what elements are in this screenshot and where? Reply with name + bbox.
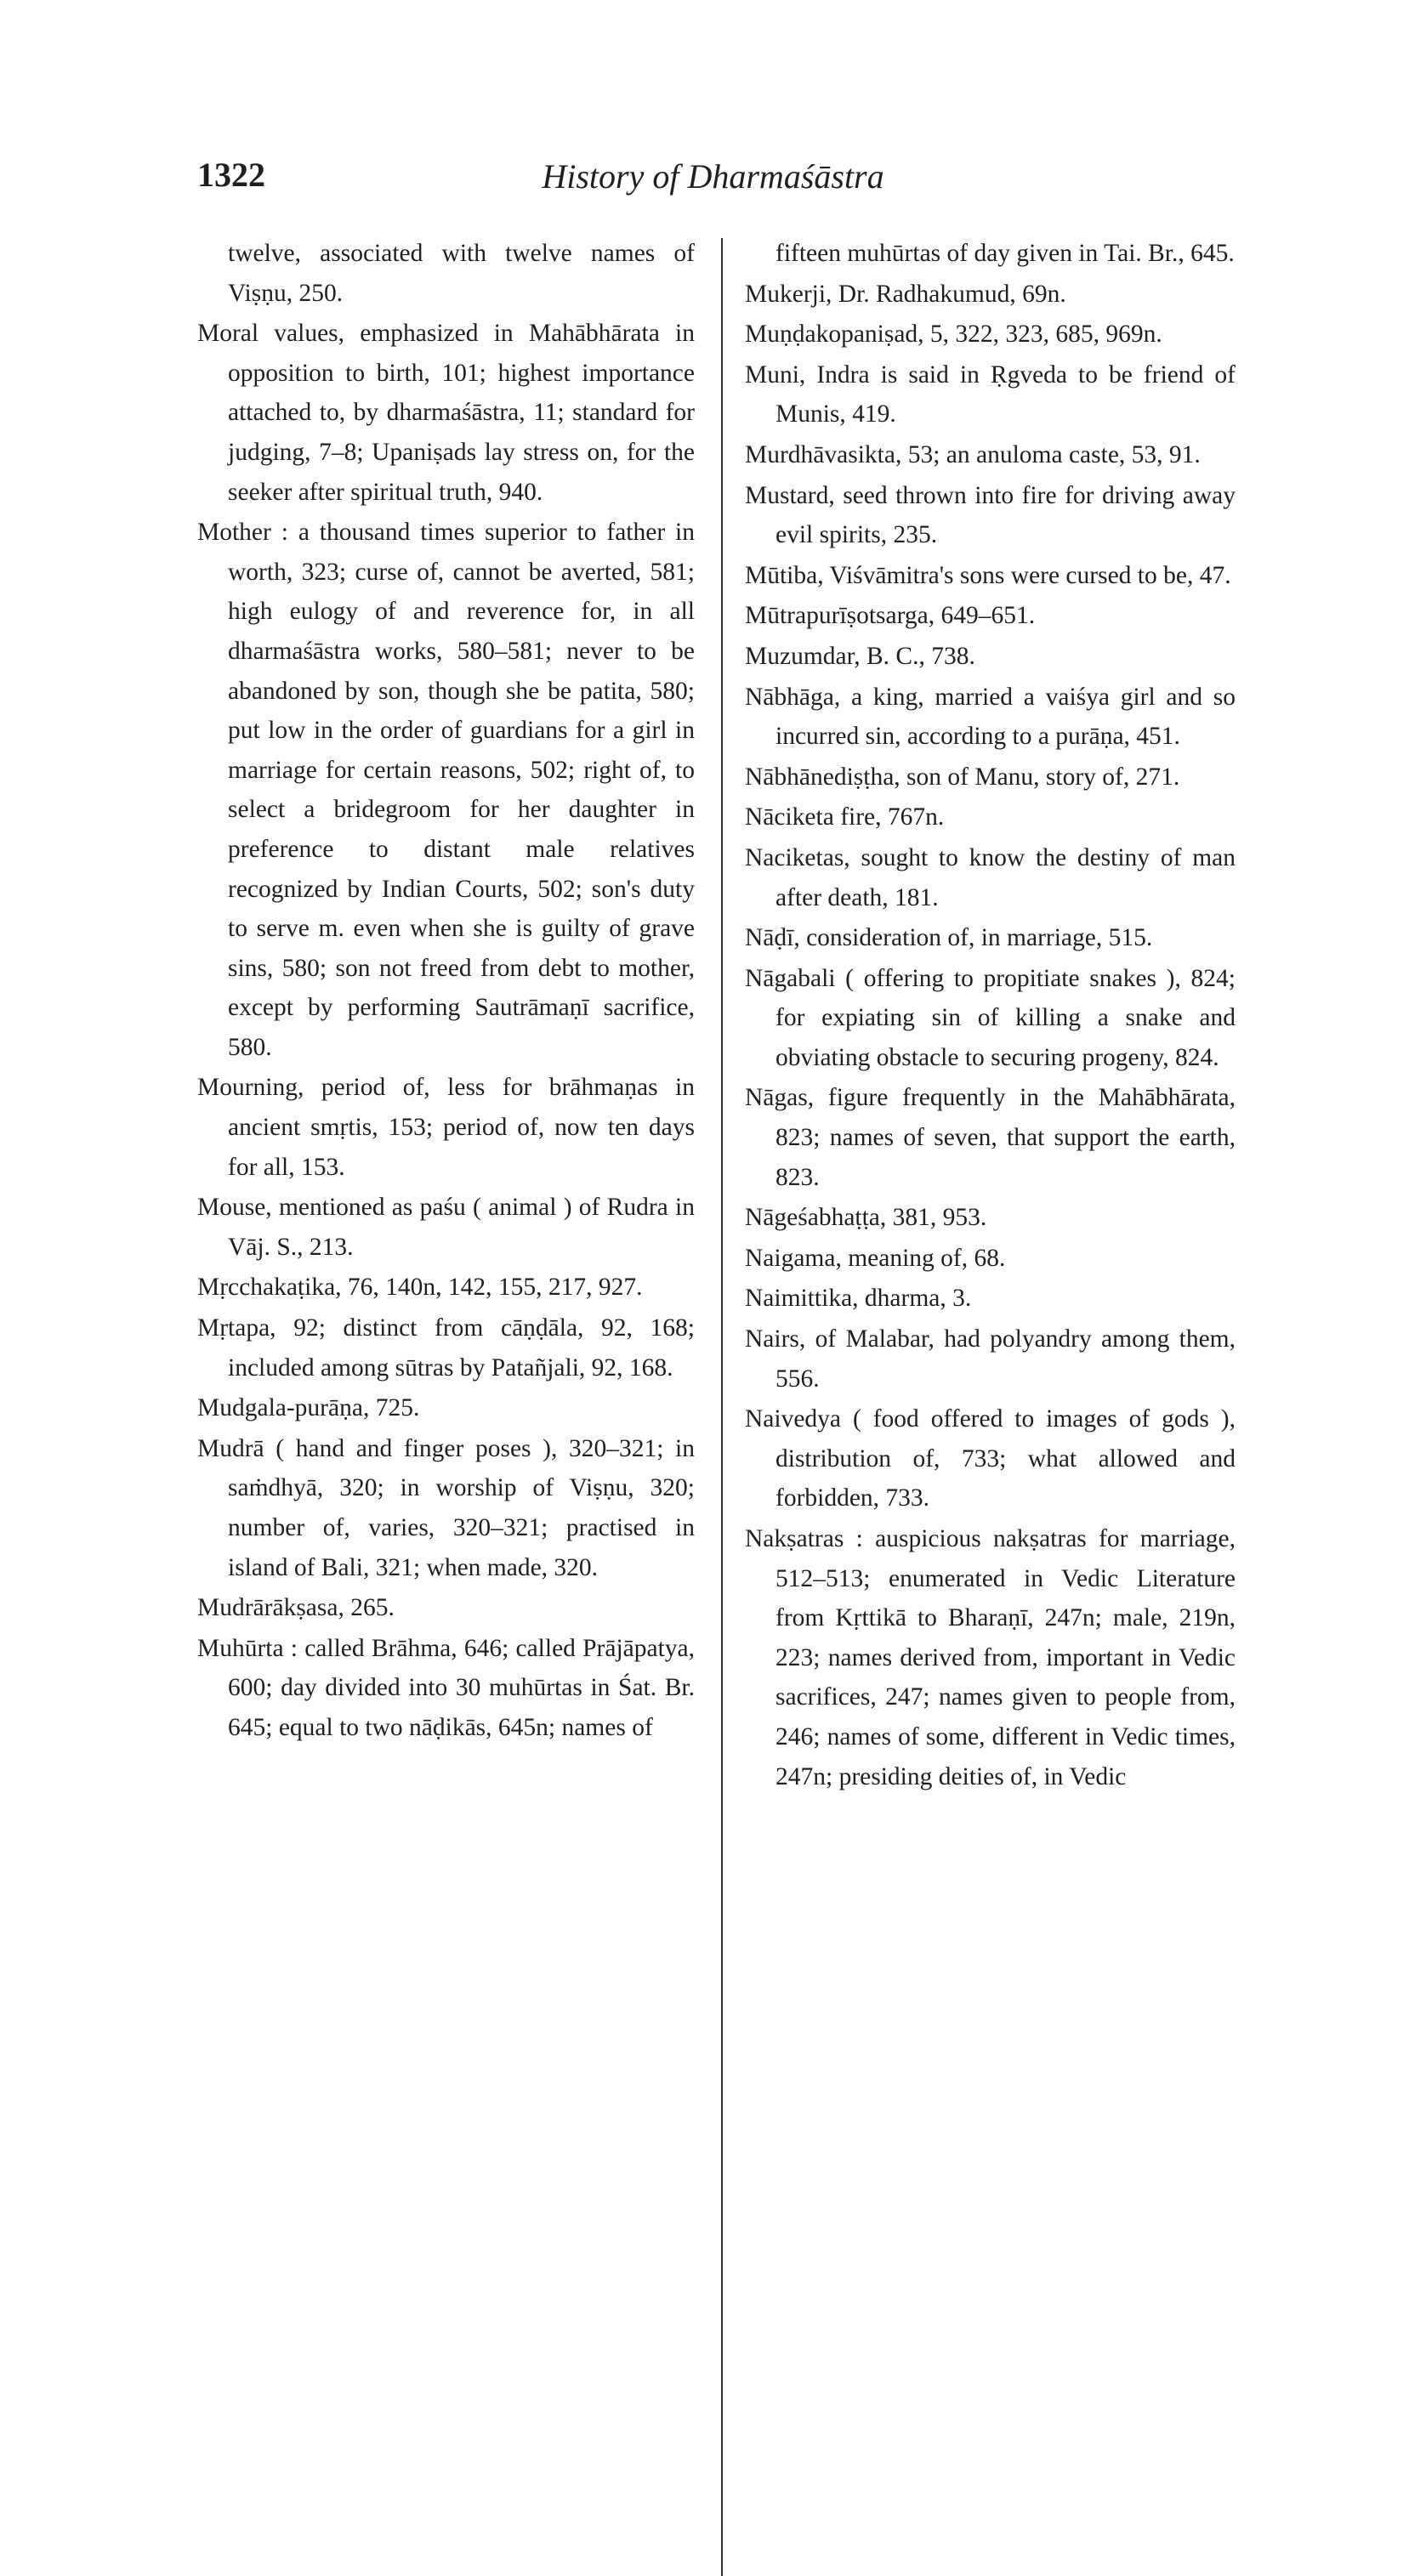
index-entry: Muhūrta : called Brāhma, 646; called Prājāpatya, 600; day divided into 30 muhūrtas in Śat. Br. 645; equal to two nāḍikās, 645n; names of <box>197 1634 695 1741</box>
index-entry: Naciketas, sought to know the destiny of man after death, 181. <box>745 843 1236 911</box>
index-column-left <box>197 234 695 1749</box>
column-divider <box>721 238 723 2576</box>
index-entry: Naimittika, dharma, 3. <box>745 1285 972 1313</box>
index-entry: Mudrārākṣasa, 265. <box>197 1594 395 1622</box>
running-head-title: History of Dharmaśāstra <box>542 157 884 196</box>
index-entry: Nāḍī, consideration of, in marriage, 515. <box>745 924 1153 952</box>
index-entry: Naigama, meaning of, 68. <box>745 1244 1006 1272</box>
index-entry: Muni, Indra is said in Ṛgveda to be friend of Munis, 419. <box>745 360 1236 428</box>
index-entry: Mukerji, Dr. Radhakumud, 69n. <box>745 280 1066 308</box>
page-number: 1322 <box>197 156 265 194</box>
index-entry: fifteen muhūrtas of day given in Tai. Br., 645. <box>775 240 1235 267</box>
index-entry: Nakṣatras : auspicious nakṣatras for marriage, 512–513; enumerated in Vedic Literature from Kṛttikā to Bharaṇī, 247n; male, 219n, 223; names derived from, important in Vedic sacrifices, 247; names given to people from, 246; names of some, different in Vedic times, 247n; presiding deities of, in Vedic <box>745 1525 1236 1790</box>
index-entry: Mother : a thousand times superior to father in worth, 323; curse of, cannot be averted, 581; high eulogy of and reverence for, in all dharmaśāstra works, 580–581; never to be abandoned by son, though she be patita, 580; put low in the order of guardians for a girl in marriage for certain reasons, 502; right of, to select a bridegroom for her daughter in preference to distant male relatives recognized by Indian Courts, 502; son's duty to serve m. even when she is guilty of grave sins, 580; son not freed from debt to mother, except by performing Sautrāmaṇī sacrifice, 580. <box>197 519 695 1061</box>
index-entry: Muṇḍakopaniṣad, 5, 322, 323, 685, 969n. <box>745 321 1162 349</box>
index-entry: Mūtrapurīṣotsarga, 649–651. <box>745 602 1036 630</box>
index-entry: Nābhānediṣṭha, son of Manu, story of, 271. <box>745 763 1180 791</box>
index-entry: Mudgala-purāṇa, 725. <box>197 1394 420 1422</box>
index-entry: Mustard, seed thrown into fire for driving away evil spirits, 235. <box>745 481 1236 549</box>
index-entry: Muzumdar, B. C., 738. <box>745 642 975 670</box>
index-entry: Mourning, period of, less for brāhmaṇas in ancient smṛtis, 153; period of, now ten days for all, 153. <box>197 1074 695 1181</box>
index-entry: Nāgas, figure frequently in the Mahābhārata, 823; names of seven, that support the earth, 823. <box>745 1084 1236 1191</box>
index-entry: Nābhāga, a king, married a vaiśya girl and so incurred sin, according to a purāṇa, 451. <box>745 683 1236 751</box>
index-entry: Mṛtapa, 92; distinct from cāṇḍāla, 92, 168; included among sūtras by Patañjali, 92, 168. <box>197 1314 695 1382</box>
index-entry: Mūtiba, Viśvāmitra's sons were cursed to be, 47. <box>745 561 1231 589</box>
index-entry: Mouse, mentioned as paśu ( animal ) of Rudra in Vāj. S., 213. <box>197 1194 695 1261</box>
index-entry: Naivedya ( food offered to images of gods ), distribution of, 733; what allowed and forbidden, 733. <box>745 1405 1236 1512</box>
index-column-right <box>745 234 1236 1797</box>
index-entry: Nāciketa fire, 767n. <box>745 803 945 831</box>
index-entry: Nāgabali ( offering to propitiate snakes ), 824; for expiating sin of killing a snake and obviating obstacle to securing progeny, 824. <box>745 964 1236 1071</box>
index-entry: Mudrā ( hand and finger poses ), 320–321; in saṁdhyā, 320; in worship of Viṣṇu, 320; number of, varies, 320–321; practised in island of Bali, 321; when made, 320. <box>197 1434 695 1581</box>
index-entry: Nairs, of Malabar, had polyandry among them, 556. <box>745 1325 1236 1393</box>
index-entry: Mṛcchakaṭika, 76, 140n, 142, 155, 217, 927. <box>197 1274 643 1302</box>
index-entry: twelve, associated with twelve names of Viṣṇu, 250. <box>228 240 695 307</box>
index-entry: Nāgeśabhaṭṭa, 381, 953. <box>745 1204 987 1232</box>
index-entry: Moral values, emphasized in Mahābhārata in opposition to birth, 101; highest importance attached to, by dharmaśāstra, 11; standard for judging, 7–8; Upaniṣads lay stress on, for the seeker after spiritual truth, 940. <box>197 320 695 506</box>
index-entry: Murdhāvasikta, 53; an anuloma caste, 53, 91. <box>745 440 1201 468</box>
